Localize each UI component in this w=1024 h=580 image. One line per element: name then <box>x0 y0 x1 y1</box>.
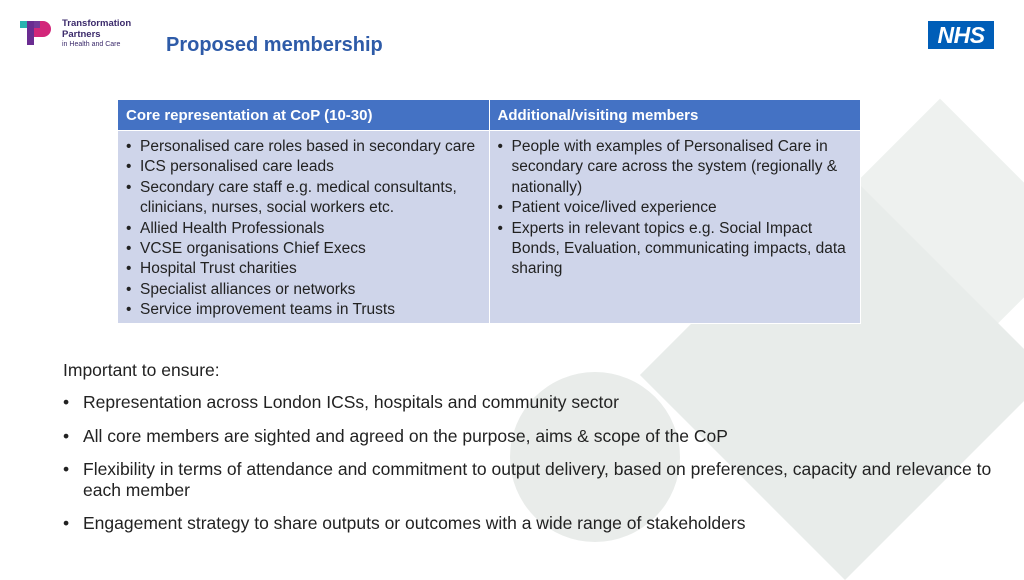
core-item: • Service improvement teams in Trusts <box>140 300 483 320</box>
page-title: Proposed membership <box>166 34 383 56</box>
logo-line-1: Transformation <box>62 18 132 29</box>
core-item: • Secondary care staff e.g. medical consultants, clinicians, nurses, social workers etc. <box>140 178 483 219</box>
note-item: • Flexibility in terms of attendance and commitment to output delivery, based on preferences, capacity and relevance to each member <box>83 459 1003 500</box>
core-item: • Specialist alliances or networks <box>140 280 483 300</box>
logo-line-2: Partners <box>62 28 101 40</box>
additional-item: • People with examples of Personalised Care in secondary care across the system (regionally & nationally) <box>512 137 855 198</box>
additional-members-header: Additional/visiting members <box>489 100 861 131</box>
important-notes <box>63 359 1003 547</box>
additional-item: • Patient voice/lived experience <box>512 198 855 218</box>
core-item: • Personalised care roles based in secondary care <box>140 137 483 157</box>
core-list <box>124 137 483 321</box>
note-item: • Representation across London ICSs, hospitals and community sector <box>83 392 1003 413</box>
note-item: • All core members are sighted and agreed on the purpose, aims & scope of the CoP <box>83 426 1003 447</box>
core-representation-header: Core representation at CoP (10-30) <box>118 100 490 131</box>
additional-members-cell <box>489 131 861 324</box>
nhs-logo: NHS <box>928 21 994 49</box>
notes-list <box>63 392 1003 534</box>
core-item: • Hospital Trust charities <box>140 259 483 279</box>
logo-line-3: in Health and Care <box>62 41 121 48</box>
core-item: • VCSE organisations Chief Execs <box>140 239 483 259</box>
additional-list <box>496 137 855 280</box>
tp-logo-icon <box>20 19 55 47</box>
additional-item: • Experts in relevant topics e.g. Social Impact Bonds, Evaluation, communicating impacts, data sharing <box>512 219 855 280</box>
core-item: • Allied Health Professionals <box>140 219 483 239</box>
core-item: • ICS personalised care leads <box>140 157 483 177</box>
note-item: • Engagement strategy to share outputs or outcomes with a wide range of stakeholders <box>83 513 1003 534</box>
membership-table <box>117 99 861 324</box>
tp-logo <box>20 19 131 49</box>
core-representation-cell <box>118 131 490 324</box>
notes-heading: Important to ensure: <box>63 360 220 380</box>
